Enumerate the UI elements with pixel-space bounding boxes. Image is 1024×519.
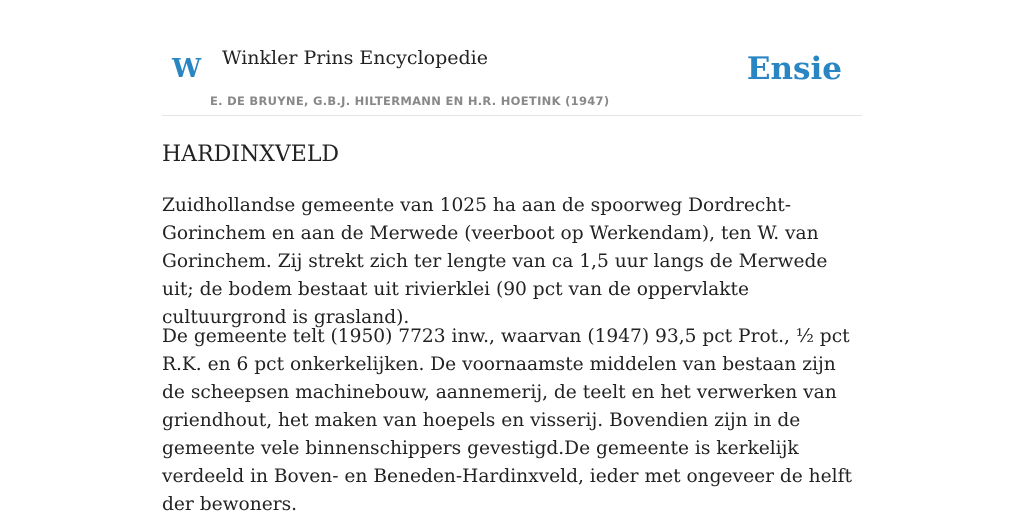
article-paragraph-1: Zuidhollandse gemeente van 1025 ha aan de spoorweg Dordrecht- Gorinchem en aan de Merwede (veerboot op Werkendam), ten W. van Gorinchem. Zij strekt zich ter lengte van ca 1,5 uur langs de Merwede uit; de bodem bestaat uit rivierklei (90 pct van de oppervlakte cultuurgrond is grasland).	[162, 195, 828, 328]
site-header	[162, 0, 862, 116]
page	[162, 0, 862, 515]
article-paragraph-2: De gemeente telt (1950) 7723 inw., waarvan (1947) 93,5 pct Prot., ½ pct R.K. en 6 pct onkerkelijken. De voornaamste middelen van bestaan zijn de scheepsen machinebouw, aannemerij, de teelt en het verwerken van griendhout, het maken van hoepels en visserij. Bovendien zijn in de gemeente vele binnenschippers gevestigd.De gemeente is kerkelijk verdeeld in Boven- en Beneden-Hardinxveld, ieder met ongeveer de helft der bewoners.	[162, 326, 852, 515]
site-logo[interactable]: W	[172, 54, 202, 84]
authors-line: E. DE BRUYNE, G.B.J. HILTERMANN EN H.R. HOETINK (1947)	[210, 94, 610, 108]
site-title[interactable]: Winkler Prins Encyclopedie	[222, 47, 488, 69]
brand-logo[interactable]: Ensie	[746, 51, 842, 87]
article-headword: HARDINXVELD	[162, 142, 340, 167]
